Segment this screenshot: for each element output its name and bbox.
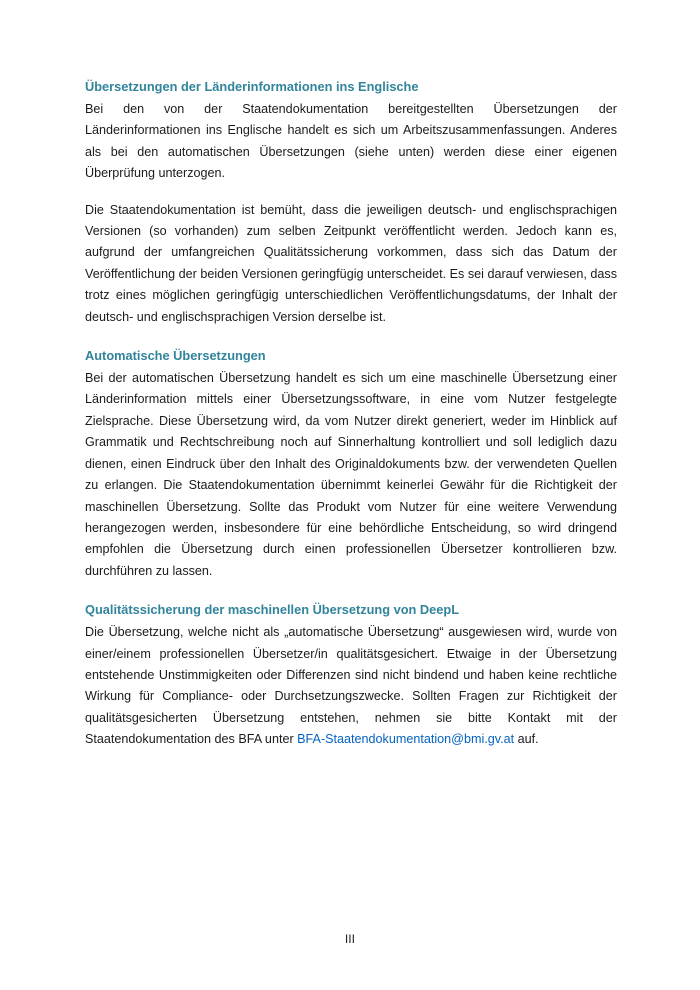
section-heading-automatische-uebersetzungen: Automatische Übersetzungen (85, 348, 266, 364)
section-heading-uebersetzungen-englisch: Übersetzungen der Länderinformationen ins Englische (85, 79, 419, 94)
paragraph: Bei den von der Staatendokumentation bereitgestellten Übersetzungen der Länderinformationen ins Englische handelt es sich um Arbeitszusammenfassungen. Anderes als bei den automatischen Übersetzungen (siehe unten) werden diese einer eigenen Überprüfung unterzogen. (85, 102, 617, 181)
paragraph-text-after-link: auf. (514, 732, 539, 747)
page-content (85, 76, 617, 766)
page-number: III (344, 932, 356, 946)
section-heading-qualitaetssicherung-deepl: Qualitätssicherung der maschinellen Übersetzung von DeepL (85, 602, 460, 618)
paragraph-text-before-link: Die Übersetzung, welche nicht als „automatische Übersetzung“ ausgewiesen wird, wurde von einer/einem professionellen Übersetzer/in qualitätsgesichert. Etwaige in der Übersetzung entstehende Unstimmigkeiten oder Differenzen sind nicht bindend und haben keine rechtliche Wirkung für Compliance- oder Durchsetzungszwecke. Sollten Fragen zur Richtigkeit der qualitätsgesicherten Übersetzung entstehen, nehmen sie bitte Kontakt mit der Staatendokumentation des BFA unter (85, 625, 617, 747)
paragraph: Bei der automatischen Übersetzung handelt es sich um eine maschinelle Übersetzung einer Länderinformation mittels einer Übersetzungssoftware, in eine vom Nutzer festgelegte Zielsprache. Diese Übersetzung wird, da vom Nutzer direkt generiert, weder im Hinblick auf Grammatik und Rechtschreibung noch auf Sinnerhaltung kontrolliert und soll lediglich dazu dienen, einen Eindruck über den Inhalt des Originaldokuments bzw. der verwendeten Quellen zu erlangen. Die Staatendokumentation übernimmt keinerlei Gewähr für die Richtigkeit der maschinellen Übersetzung. Sollte das Produkt vom Nutzer für eine weitere Verwendung herangezogen werden, insbesondere für eine behördliche Entscheidung, so wird dringend empfohlen die Übersetzung durch einen professionellen Übersetzer kontrollieren bzw. durchführen zu lassen. (85, 371, 617, 578)
paragraph (85, 622, 617, 750)
email-link[interactable]: BFA-Staatendokumentation@bmi.gv.at (297, 732, 515, 747)
paragraph: Die Staatendokumentation ist bemüht, dass die jeweiligen deutsch- und englischsprachigen Versionen (so vorhanden) zum selben Zeitpunkt veröffentlicht werden. Jedoch kann es, aufgrund der umfangreichen Qualitätssicherung vorkommen, dass sich das Datum der Veröffentlichung der beiden Versionen geringfügig unterscheidet. Es sei darauf verwiesen, dass trotz eines möglichen geringfügig unterschiedlichen Veröffentlichungsdatums, der Inhalt der deutsch- und englischsprachigen Version derselbe ist. (85, 202, 617, 324)
